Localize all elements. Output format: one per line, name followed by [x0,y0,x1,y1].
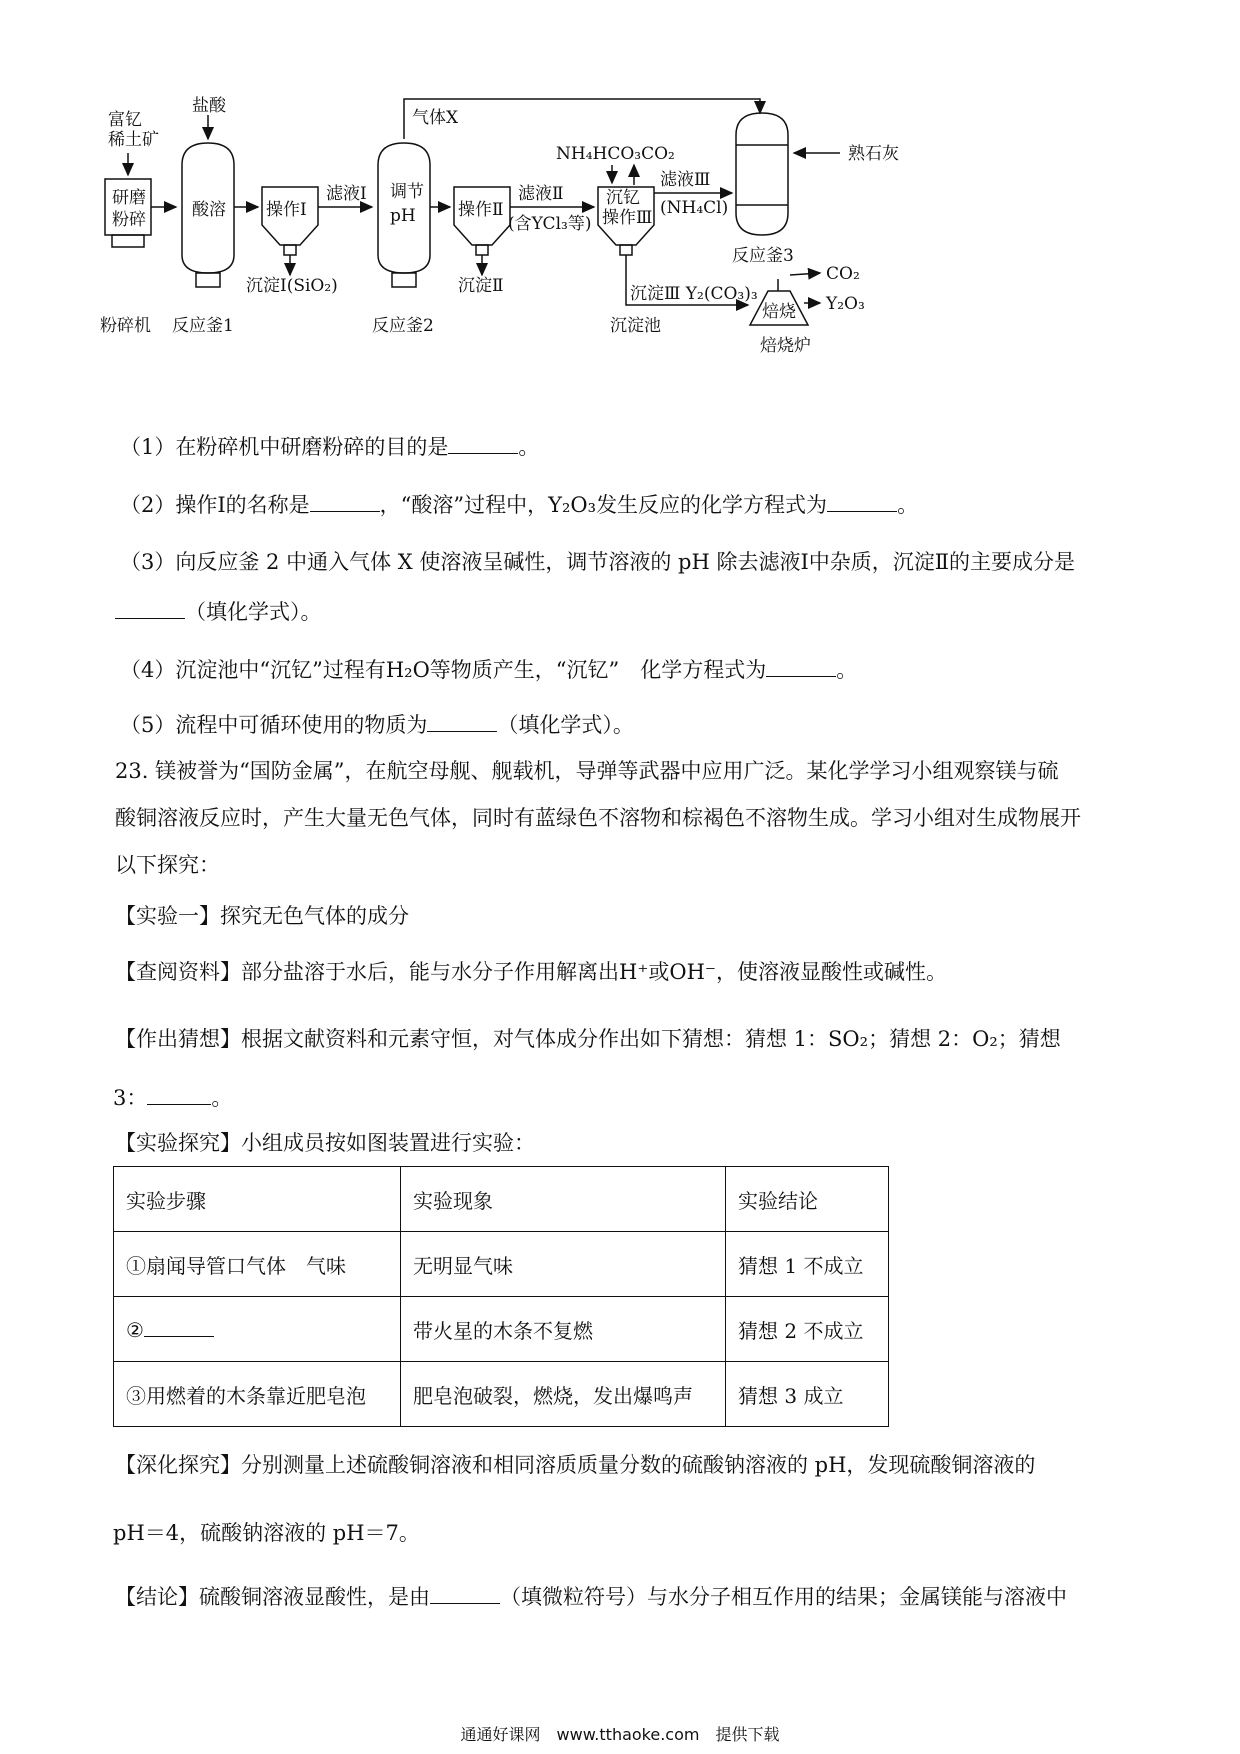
label-acid: 盐酸 [192,96,226,116]
label-settling: 沉淀池 [610,316,661,336]
hypothesis-3: 3： 。 [113,1086,233,1110]
label-filtrate2: 滤液Ⅱ [518,184,564,204]
label-precip-2: 操作Ⅲ [602,208,653,228]
table-header: 实验步骤 [114,1167,401,1232]
table-cell: 无明显气味 [401,1232,726,1297]
question-2: （2）操作Ⅰ的名称是 ，“酸溶”过程中，Y₂O₃发生反应的化学方程式为 。 [120,493,919,517]
label-op2: 操作Ⅱ [458,200,504,220]
label-filtrate1: 滤液Ⅰ [326,184,367,204]
label-filtrate3: 滤液Ⅲ [660,170,711,190]
label-y2o3: Y₂O₃ [826,294,865,314]
experiment-1-heading: 【实验一】探究无色气体的成分 [115,904,409,928]
label-nh4hco3: NH₄HCO₃CO₂ [556,144,675,164]
label-grinder-1: 研磨 [112,188,146,208]
answer-blank[interactable] [430,1583,500,1604]
reference-material: 【查阅资料】部分盐溶于水后，能与水分子作用解离出H⁺或OH⁻，使溶液显酸性或碱性。 [115,960,948,984]
label-grinder: 粉碎机 [100,316,151,336]
label-ph: pH [390,206,416,226]
table-header-row [114,1167,889,1232]
footer-watermark: 通通好课网 www.tthaoke.com 提供下载 [460,1725,780,1744]
table-cell: ② [114,1297,401,1362]
question-3: （3）向反应釜 2 中通入气体 X 使溶液呈碱性，调节溶液的 pH 除去滤液Ⅰ中杂质，沉淀Ⅱ的主要成分是 [120,550,1076,574]
formula: SO₂ [828,1027,869,1051]
answer-blank[interactable] [115,598,185,619]
problem-23-line3: 以下探究： [115,853,220,877]
deep-explore: 【深化探究】分别测量上述硫酸铜溶液和相同溶质质量分数的硫酸钠溶液的 pH，发现硫酸铜溶液的 [115,1453,1036,1477]
ions: H⁺或OH⁻ [619,960,717,984]
label-slaked-lime: 熟石灰 [848,144,899,164]
experiment-explore: 【实验探究】小组成员按如图装置进行实验： [115,1131,535,1155]
label-adjust: 调节 [390,182,424,202]
problem-23-line1: 23. 镁被誉为“国防金属”，在航空母舰、舰载机，导弹等武器中应用广泛。某化学学习小组观察镁与硫 [115,759,1059,783]
label-gas-x: 气体X [412,108,459,128]
process-flow-diagram [100,95,1120,425]
formula: H₂O [385,658,430,682]
label-reactor3: 反应釜3 [732,246,794,266]
label-ore-2: 稀土矿 [108,130,159,150]
label-precip-1: 沉钇 [606,188,640,208]
table-header: 实验结论 [726,1167,889,1232]
label-co2: CO₂ [826,264,860,284]
table-cell: 猜想 1 不成立 [726,1232,889,1297]
question-4: （4）沉淀池中“沉钇”过程有H₂O等物质产生，“沉钇” 化学方程式为 。 [120,658,858,682]
label-furnace: 焙烧炉 [760,336,811,356]
table-row [114,1297,889,1362]
table-header: 实验现象 [401,1167,726,1232]
experiment-table [113,1166,889,1427]
table-cell: 猜想 2 不成立 [726,1297,889,1362]
label-reactor2: 反应釜2 [372,316,434,336]
problem-23-line2: 酸铜溶液反应时，产生大量无色气体，同时有蓝绿色不溶物和棕褐色不溶物生成。学习小组对生成物展开 [115,806,1081,830]
answer-blank[interactable] [448,433,518,454]
label-filtrate2-note: (含YCl₃等) [508,214,592,234]
deep-explore-cont: pH＝4，硫酸钠溶液的 pH＝7。 [113,1521,420,1545]
answer-blank[interactable] [827,491,897,512]
label-grinder-2: 粉碎 [112,210,146,230]
table-cell: 肥皂泡破裂，燃烧，发出爆鸣声 [401,1362,726,1427]
table-cell: 带火星的木条不复燃 [401,1297,726,1362]
label-precip3: 沉淀Ⅲ Y₂(CO₃)₃ [630,284,758,304]
answer-blank[interactable] [310,491,380,512]
answer-blank[interactable] [766,656,836,677]
formula: O₂ [972,1027,998,1051]
label-ore-1: 富钇 [108,110,142,130]
label-reactor1: 反应釜1 [172,316,234,336]
table-row [114,1232,889,1297]
question-5: （5）流程中可循环使用的物质为 （填化学式）。 [120,713,634,737]
flow-svg [100,95,1120,425]
conclusion: 【结论】硫酸铜溶液显酸性，是由 （填微粒符号）与水分子相互作用的结果；金属镁能与溶液中 [115,1585,1067,1609]
table-cell: 猜想 3 成立 [726,1362,889,1427]
question-1: （1）在粉碎机中研磨粉碎的目的是 。 [120,435,540,459]
formula: Y₂O₃ [548,493,597,517]
label-acid-dissolve: 酸溶 [192,200,226,220]
label-precip1: 沉淀Ⅰ(SiO₂) [246,276,338,296]
label-op1: 操作Ⅰ [266,200,307,220]
question-3-cont: （填化学式）。 [115,597,322,627]
answer-blank[interactable] [427,711,497,732]
table-cell: ③用燃着的木条靠近肥皂泡 [114,1362,401,1427]
label-filtrate3-note: (NH₄Cl) [660,198,729,218]
table-row [114,1362,889,1427]
table-cell: ①扇闻导管口气体 气味 [114,1232,401,1297]
hypothesis: 【作出猜想】根据文献资料和元素守恒，对气体成分作出如下猜想：猜想 1：SO₂；猜想 2：O₂；猜想 [115,1027,1061,1051]
answer-blank[interactable] [144,1316,214,1337]
label-precip2: 沉淀Ⅱ [458,276,504,296]
answer-blank[interactable] [147,1084,211,1105]
label-calcine: 焙烧 [762,302,796,322]
